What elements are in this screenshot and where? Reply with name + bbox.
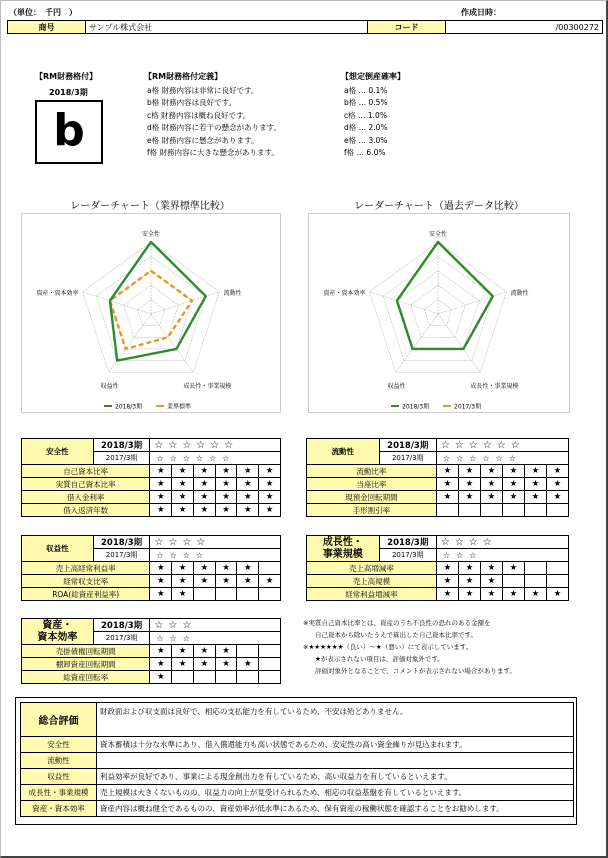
previous-stars: ☆☆☆☆☆☆: [150, 452, 281, 465]
summary-row: [21, 753, 574, 769]
metric-star: ★: [172, 562, 194, 575]
legend-label: 2018/3期: [402, 403, 430, 411]
metric-label: 手形割引率: [307, 504, 437, 517]
current-period: 2018/3期: [379, 439, 436, 452]
definitions-title: 【RM財務格付定義】: [144, 72, 223, 81]
notes: [303, 617, 516, 677]
metric-label: 現預金回転期間: [307, 491, 437, 504]
radar-grid-ring: [411, 285, 466, 337]
score-table-safety: [21, 438, 281, 517]
radar-chart-industry: [21, 213, 281, 413]
note-line: ※★★★★★★（良い）～★（悪い）にて表示しています。: [303, 643, 473, 651]
metric-star: ★: [193, 491, 215, 504]
summary-table: [20, 702, 574, 817]
metric-star: [215, 671, 237, 684]
metric-star: ★: [524, 465, 546, 478]
metric-star: [193, 588, 215, 601]
metric-star: ★: [215, 465, 237, 478]
score-row: [22, 645, 281, 658]
summary-box: [15, 697, 577, 825]
legend-label: 2018/3期: [115, 403, 143, 411]
metric-star: ★: [259, 478, 281, 491]
radar-title-history: レーダーチャート（過去データ比較）: [354, 201, 524, 212]
default-rate-title: 【想定倒産確率】: [341, 72, 405, 81]
summary-row-label: 収益性: [21, 769, 97, 785]
radar-axis-line: [151, 314, 193, 372]
definition-item: c格 財務内容は概ね良好です。: [147, 110, 251, 120]
radar-axis-label: 成長性・事業規模: [470, 383, 519, 391]
metric-star: ★: [215, 478, 237, 491]
metric-star: [259, 588, 281, 601]
score-row: [22, 465, 281, 478]
radar-series-compare: [397, 242, 493, 349]
current-period: 2018/3期: [379, 536, 436, 549]
definition-item: b格 財務内容は良好です。: [147, 98, 237, 108]
metric-label: 借入返済年数: [22, 504, 150, 517]
metric-star: ★: [215, 575, 237, 588]
metric-star: ★: [172, 645, 194, 658]
current-stars: ☆☆☆☆: [150, 536, 281, 549]
metric-star: ★: [172, 465, 194, 478]
summary-overall: 財政面および収支面は良好で、相応の支払能力を有しているため、不安は殆どありません。: [97, 703, 574, 737]
unit-label: （単位： 千円 ）: [9, 8, 77, 17]
radar-axis-label: 流動性: [510, 289, 529, 297]
score-table-efficiency: [21, 618, 281, 684]
metric-star: ★: [480, 491, 502, 504]
definition-item: f格 財務内容に大きな懸念があります。: [147, 148, 279, 158]
metric-star: ★: [502, 588, 524, 601]
summary-row-text: [97, 753, 574, 769]
summary-row: [21, 785, 574, 801]
metric-star: ★: [480, 465, 502, 478]
code-label: コード: [368, 21, 446, 34]
metric-star: ★: [172, 658, 194, 671]
metric-star: ★: [436, 588, 458, 601]
definition-item: d格 財務内容に若干の懸念があります。: [147, 123, 282, 133]
rating-grade: b: [35, 100, 103, 164]
default-rate-item: a格 … 0.1%: [344, 86, 388, 95]
score-table-liquidity: [306, 438, 569, 517]
previous-period: 2017/3期: [379, 452, 436, 465]
score-row: [307, 478, 569, 491]
metric-star: [524, 504, 546, 517]
metric-star: ★: [502, 562, 524, 575]
default-rate-item: f格 … 6.0%: [344, 148, 386, 158]
company-name: サンプル株式会社: [86, 21, 368, 34]
metric-star: ★: [524, 478, 546, 491]
metric-star: [259, 658, 281, 671]
metric-star: ★: [193, 645, 215, 658]
score-row: [307, 504, 569, 517]
metric-star: ★: [150, 562, 172, 575]
metric-star: ★: [524, 588, 546, 601]
metric-star: [524, 575, 546, 588]
metric-star: ★: [436, 562, 458, 575]
metric-star: ★: [259, 575, 281, 588]
rating-title: 【RM財務格付】: [35, 72, 98, 81]
note-line: ★が表示されない項目は、評価対象外です。: [315, 655, 444, 663]
header-table: [7, 20, 603, 34]
metric-star: ★: [436, 478, 458, 491]
metric-star: ★: [172, 575, 194, 588]
metric-star: [237, 645, 259, 658]
previous-period: 2017/3期: [93, 452, 150, 465]
metric-star: ★: [524, 491, 546, 504]
summary-row-label: 資産・資本効率: [21, 801, 97, 817]
summary-row-label: 成長性・事業規模: [21, 785, 97, 801]
metric-star: ★: [150, 645, 172, 658]
metric-star: ★: [436, 465, 458, 478]
default-rate-item: e格 … 3.0%: [344, 135, 388, 145]
category-name-line: 資産・: [42, 619, 73, 631]
category-name-profit: 収益性: [22, 536, 94, 562]
metric-star: ★: [150, 588, 172, 601]
radar-axis-line: [438, 314, 480, 372]
metric-star: ★: [480, 575, 502, 588]
metric-star: ★: [458, 575, 480, 588]
radar-axis-label: 安全性: [141, 231, 161, 238]
metric-star: ★: [502, 465, 524, 478]
metric-star: [215, 588, 237, 601]
summary-row-text: 資本蓄積は十分な水準にあり、借入償還能力も高い状態であるため、安定性の高い資金繰りが見込まれます。: [97, 737, 574, 753]
score-row: [22, 671, 281, 684]
metric-star: ★: [215, 491, 237, 504]
metric-star: [436, 504, 458, 517]
code-value: /00300272: [446, 21, 603, 34]
metric-star: [458, 504, 480, 517]
category-name-line: 資本効率: [37, 631, 78, 643]
current-period: 2018/3期: [93, 439, 150, 452]
created-label: 作成日時：: [461, 8, 501, 17]
metric-label: 売上高規模: [307, 575, 437, 588]
metric-star: [193, 671, 215, 684]
previous-period: 2017/3期: [93, 632, 150, 645]
default-rate-list: [344, 85, 388, 159]
category-name-line: 事業規模: [322, 548, 363, 560]
metric-star: ★: [172, 588, 194, 601]
metric-label: 棚卸資産回転期間: [22, 658, 150, 671]
radar-axis-label: 安全性: [428, 231, 448, 238]
definition-item: e格 財務内容に懸念があります。: [147, 135, 259, 145]
metric-star: ★: [436, 575, 458, 588]
metric-star: [237, 588, 259, 601]
metric-star: [480, 504, 502, 517]
metric-star: ★: [259, 491, 281, 504]
metric-label: 借入金利率: [22, 491, 150, 504]
metric-star: ★: [150, 465, 172, 478]
metric-star: ★: [150, 504, 172, 517]
metric-star: ★: [458, 588, 480, 601]
score-row: [307, 491, 569, 504]
metric-star: ★: [172, 491, 194, 504]
score-efficiency: [21, 618, 281, 684]
current-stars: ☆☆☆☆: [436, 536, 568, 549]
metric-label: 流動比率: [307, 465, 437, 478]
metric-star: ★: [215, 562, 237, 575]
metric-star: ★: [150, 491, 172, 504]
previous-period: 2017/3期: [93, 549, 150, 562]
metric-star: [259, 562, 281, 575]
current-stars: ☆☆☆: [150, 619, 281, 632]
category-name-liquidity: 流動性: [307, 439, 380, 465]
radar-axis-line: [370, 292, 438, 314]
metric-star: ★: [172, 478, 194, 491]
metric-star: [502, 575, 524, 588]
score-row: [22, 504, 281, 517]
metric-label: 自己資本比率: [22, 465, 150, 478]
radar-title-industry: レーダーチャート（業界標準比較）: [70, 201, 230, 212]
summary-row-text: 資産内容は概ね健全であるものの、資産効率が低水準にあるため、保有資産の稼働状態を確認することをお勧めします。: [97, 801, 574, 817]
metric-star: [546, 504, 568, 517]
previous-stars: ☆☆☆: [150, 632, 281, 645]
metric-label: 当座比率: [307, 478, 437, 491]
metric-star: [524, 562, 546, 575]
score-row: [22, 658, 281, 671]
radar-axis-label: 収益性: [100, 383, 119, 391]
metric-star: ★: [237, 562, 259, 575]
radar-axis-line: [83, 292, 151, 314]
radar-svg-industry: [22, 214, 280, 412]
metric-star: ★: [237, 658, 259, 671]
metric-star: [546, 562, 568, 575]
metric-star: ★: [458, 491, 480, 504]
metric-star: [546, 575, 568, 588]
definition-item: a格 財務内容は非常に良好です。: [147, 86, 259, 95]
summary-row: [21, 769, 574, 785]
metric-star: ★: [502, 478, 524, 491]
note-line: 自己資本から除いたうえで算出した自己資本比率です。: [315, 631, 477, 639]
category-name-efficiency: [22, 619, 94, 645]
metric-star: ★: [215, 645, 237, 658]
metric-star: ★: [436, 491, 458, 504]
score-liquidity: [306, 438, 569, 517]
metric-star: [172, 671, 194, 684]
metric-star: ★: [480, 478, 502, 491]
metric-star: ★: [546, 588, 568, 601]
metric-star: ★: [215, 504, 237, 517]
score-profit: [21, 535, 281, 601]
metric-star: ★: [458, 465, 480, 478]
metric-star: ★: [480, 588, 502, 601]
category-name-growth: [307, 536, 380, 562]
legend-label: 業界標準: [167, 403, 192, 411]
summary-row: [21, 801, 574, 817]
metric-star: ★: [237, 504, 259, 517]
radar-axis-line: [438, 292, 506, 314]
metric-star: [259, 645, 281, 658]
metric-label: 経常利益増減率: [307, 588, 437, 601]
summary-title: 総合評価: [21, 703, 97, 737]
current-stars: ☆☆☆☆☆☆: [436, 439, 568, 452]
metric-star: ★: [172, 504, 194, 517]
score-row: [22, 491, 281, 504]
metric-star: ★: [193, 465, 215, 478]
current-stars: ☆☆☆☆☆☆: [150, 439, 281, 452]
metric-star: [259, 671, 281, 684]
metric-star: ★: [150, 478, 172, 491]
radar-svg-history: [309, 214, 569, 412]
radar-grid-ring: [124, 285, 179, 337]
metric-star: [502, 504, 524, 517]
metric-star: ★: [193, 575, 215, 588]
default-rate-item: d格 … 2.0%: [344, 123, 388, 133]
metric-label: 経常収支比率: [22, 575, 150, 588]
metric-star: ★: [150, 671, 172, 684]
metric-star: ★: [237, 575, 259, 588]
metric-star: ★: [237, 491, 259, 504]
note-line: 評価対象外となることで、コメントが表示されない場合があります。: [315, 667, 516, 675]
previous-stars: ☆☆☆☆☆☆: [436, 452, 568, 465]
previous-period: 2017/3期: [379, 549, 436, 562]
metric-star: ★: [215, 658, 237, 671]
radar-axis-label: 資産・資本効率: [323, 289, 366, 297]
metric-star: ★: [458, 478, 480, 491]
default-rate-item: b格 … 0.5%: [344, 98, 388, 108]
metric-star: ★: [259, 465, 281, 478]
metric-star: [237, 671, 259, 684]
radar-axis-label: 流動性: [223, 289, 242, 297]
metric-star: ★: [193, 658, 215, 671]
score-row: [307, 575, 569, 588]
score-row: [22, 562, 281, 575]
score-safety: [21, 438, 281, 517]
current-period: 2018/3期: [93, 536, 150, 549]
score-row: [22, 588, 281, 601]
metric-star: ★: [237, 478, 259, 491]
score-row: [307, 562, 569, 575]
score-row: [22, 575, 281, 588]
previous-stars: ☆☆☆: [436, 549, 568, 562]
previous-stars: ☆☆☆☆: [150, 549, 281, 562]
current-period: 2018/3期: [93, 619, 150, 632]
radar-axis-line: [396, 314, 438, 372]
radar-axis-label: 収益性: [387, 383, 406, 391]
category-name-safety: 安全性: [22, 439, 94, 465]
summary-row: [21, 737, 574, 753]
radar-axis-label: 資産・資本効率: [36, 289, 79, 297]
radar-series-current: [397, 242, 493, 349]
score-table-profit: [21, 535, 281, 601]
note-line: ※実質自己資本比率とは、資産のうち不良性の恐れのある金額を: [303, 619, 491, 627]
metric-star: ★: [546, 465, 568, 478]
score-row: [307, 588, 569, 601]
default-rate-item: c格 … 1.0%: [344, 110, 387, 120]
metric-star: ★: [546, 491, 568, 504]
metric-star: ★: [458, 562, 480, 575]
metric-star: ★: [546, 478, 568, 491]
score-row: [22, 478, 281, 491]
metric-star: ★: [150, 658, 172, 671]
metric-star: ★: [480, 562, 502, 575]
summary-row-label: 流動性: [21, 753, 97, 769]
metric-label: 実質自己資本比率: [22, 478, 150, 491]
metric-label: 売上高経常利益率: [22, 562, 150, 575]
metric-star: ★: [502, 491, 524, 504]
metric-star: ★: [193, 504, 215, 517]
metric-label: 売上高増減率: [307, 562, 437, 575]
metric-star: ★: [193, 478, 215, 491]
score-growth: [306, 535, 569, 601]
score-row: [307, 465, 569, 478]
definitions-list: [147, 85, 281, 159]
summary-row-text: 利益効率が良好であり、事業による現金創出力を有しているため、高い収益力を有しているといえます。: [97, 769, 574, 785]
metric-label: ROA(総資産利益率): [22, 588, 150, 601]
metric-label: 売掛債権回転期間: [22, 645, 150, 658]
metric-label: 総資産回転率: [22, 671, 150, 684]
metric-star: ★: [150, 575, 172, 588]
metric-star: ★: [193, 562, 215, 575]
legend-label: 2017/3期: [454, 403, 482, 411]
company-label: 商号: [8, 21, 86, 34]
summary-row-text: 売上規模は大きくないものの、収益力の向上が見受けられるため、相応の収益基盤を有しているといえます。: [97, 785, 574, 801]
category-name-line: 成長性・: [322, 536, 363, 548]
summary-row-label: 安全性: [21, 737, 97, 753]
metric-star: ★: [259, 504, 281, 517]
metric-star: ★: [237, 465, 259, 478]
radar-chart-history: [308, 213, 570, 413]
rating-period: 2018/3期: [49, 88, 88, 97]
radar-axis-label: 成長性・事業規模: [183, 383, 232, 391]
score-table-growth: [306, 535, 569, 601]
